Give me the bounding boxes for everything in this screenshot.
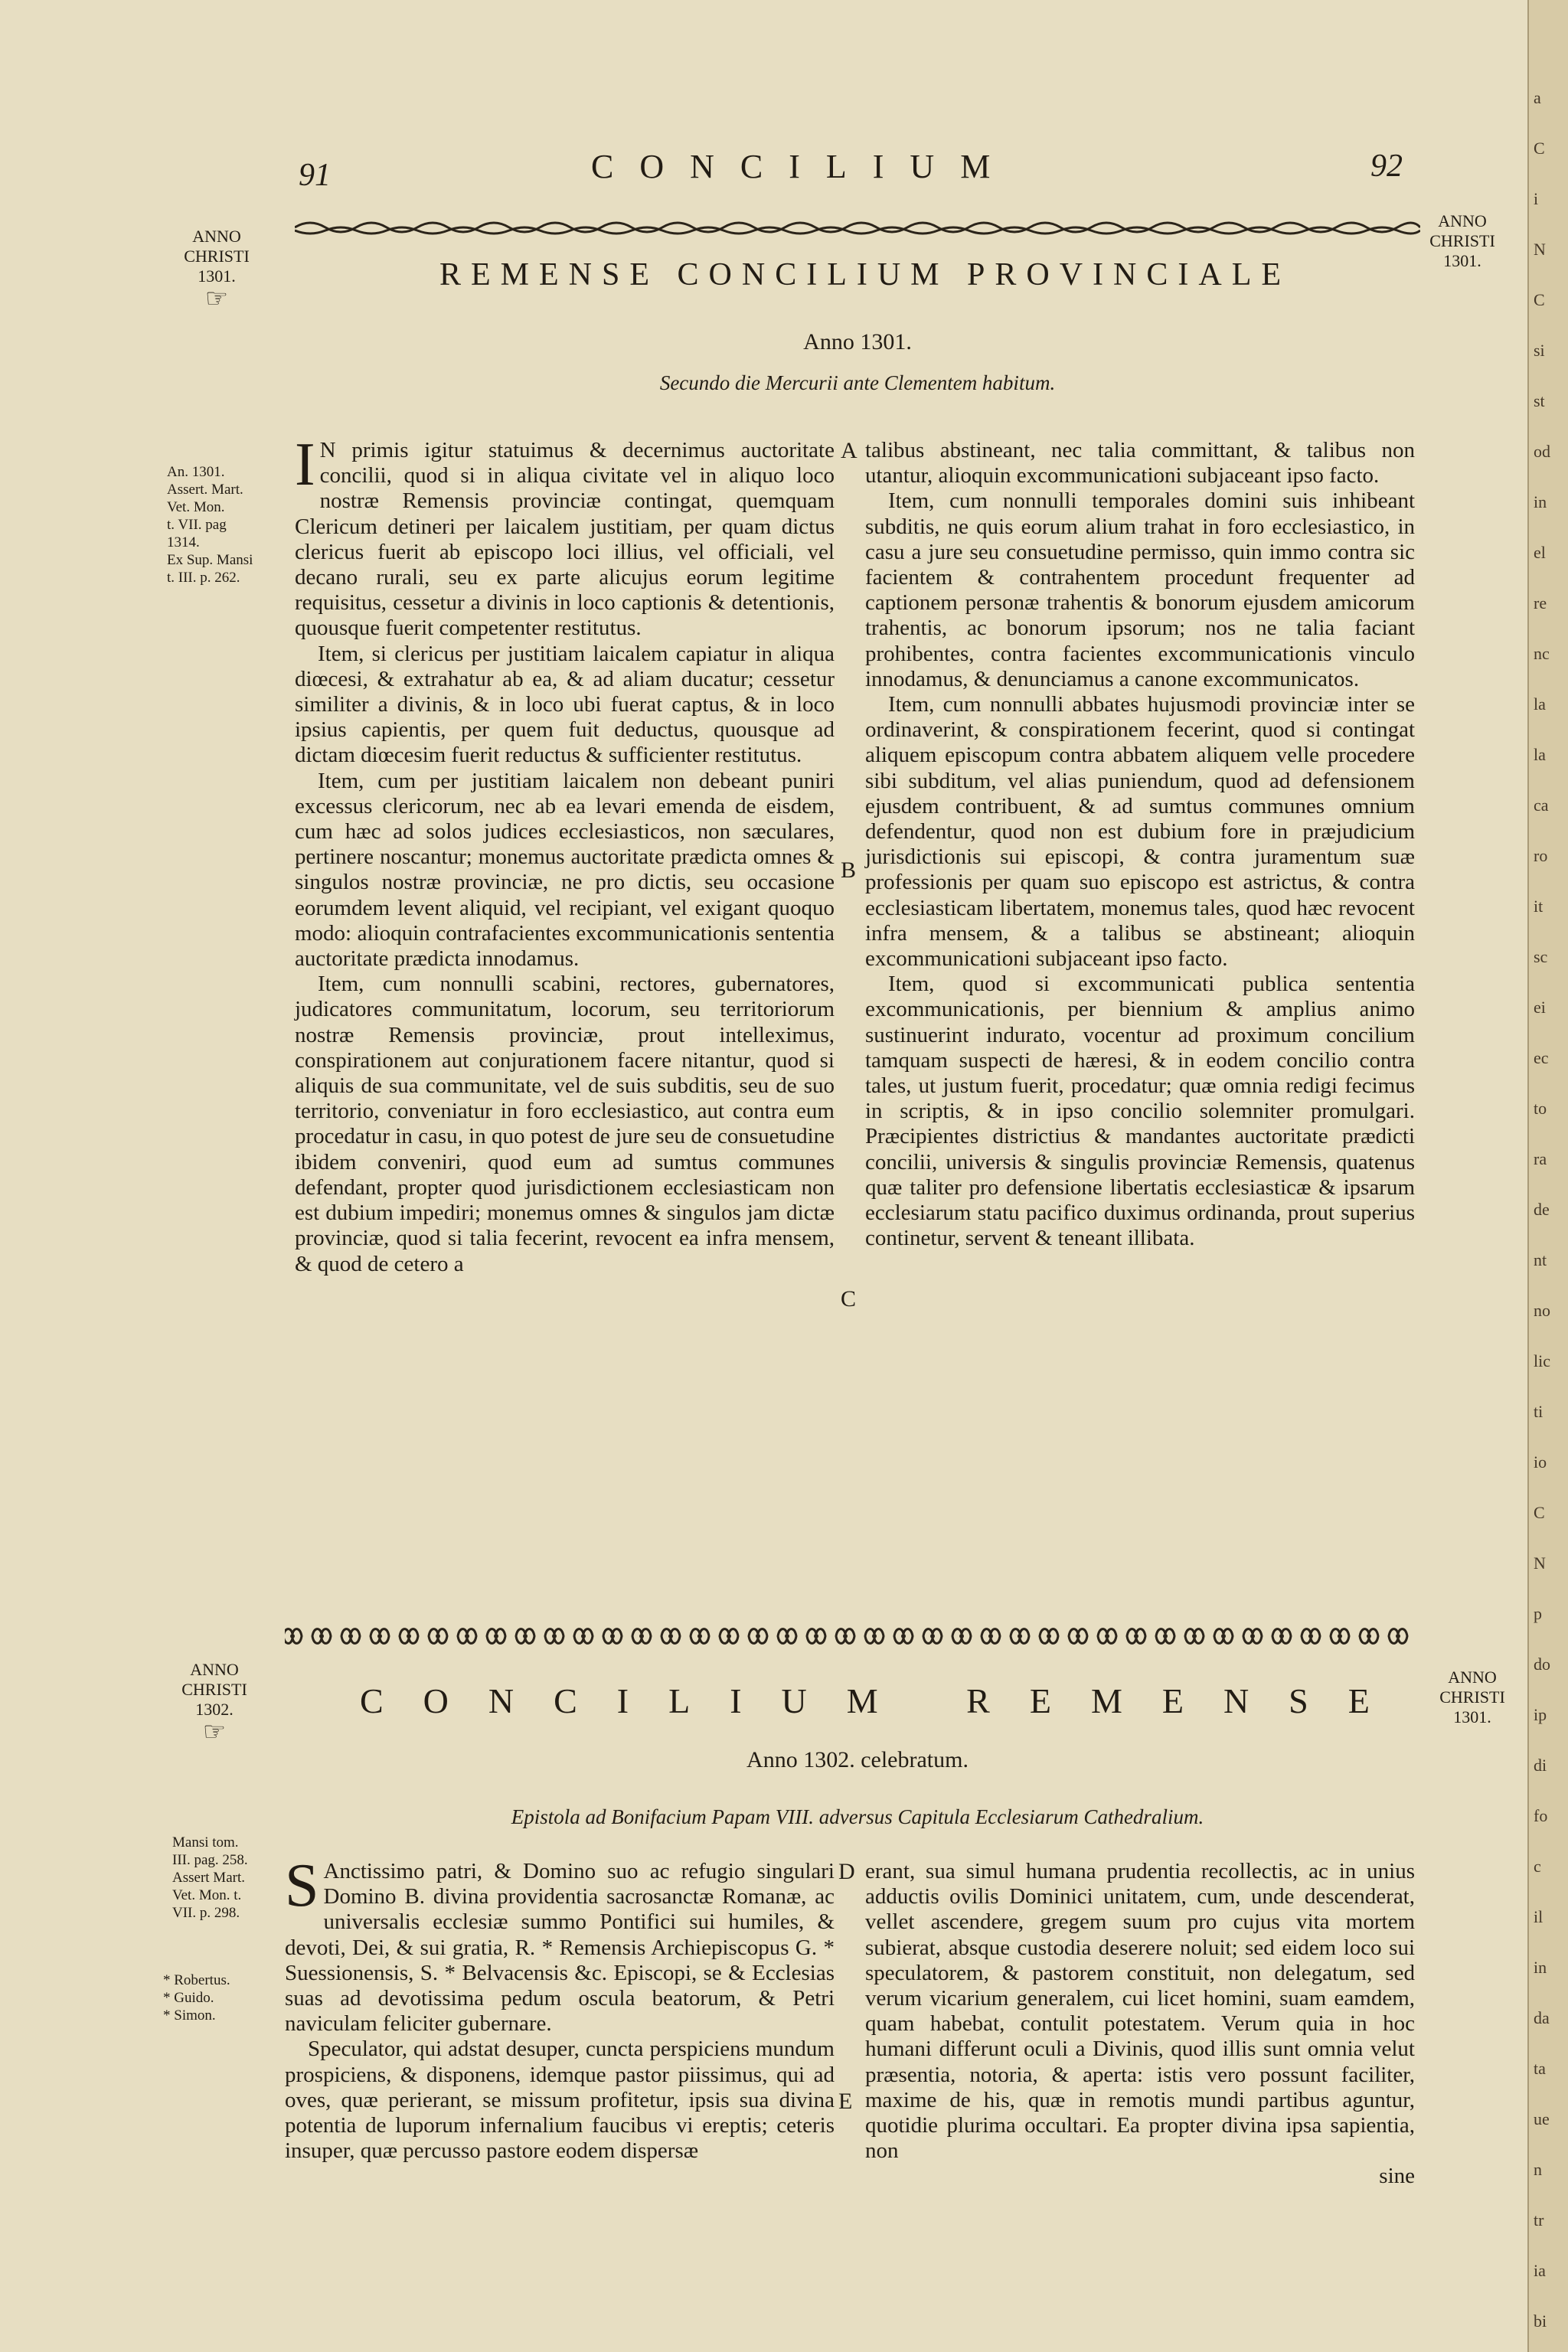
christi-word: CHRISTI xyxy=(1439,1687,1505,1707)
bleed-fragment: C xyxy=(1534,290,1545,309)
bleed-fragment: i xyxy=(1534,189,1539,208)
fleuron-ornament xyxy=(1272,1629,1291,1644)
margin-line: Ex Sup. Mansi xyxy=(167,552,253,568)
section2-left-column xyxy=(285,1852,835,2164)
anno-word: ANNO xyxy=(190,1660,239,1679)
fleuron-ornament xyxy=(574,1629,593,1644)
paragraph: Item, cum nonnulli abbates hujusmodi provinciæ inter se ordinaverint, & conspirationem fecerint, quod si contingat aliquem episcopum contra abbatem aliquem velle procedere sibi subditum, vel alias puniendum, quod ad defensionem ejusdem contribuent, & ad sumtus communes omnium defendentur, quod non est dubium fore in præjudicium jurisdictionis sui episcopi, & contra juramentum suæ professionis per quam suo episcopo est astrictus, & contra ecclesiasticam libertatem, monemus tales, quod hæc revocent infra mensem, & a talibus se abstineant; alioquin excommunicationi subjaceant ipso facto. xyxy=(865,692,1415,972)
anno-word: ANNO xyxy=(1438,211,1487,230)
fleuron-ornament xyxy=(1127,1629,1145,1644)
fleuron-ornament xyxy=(458,1629,476,1644)
fleuron-ornament xyxy=(865,1629,884,1644)
fleuron-ornament xyxy=(1214,1629,1233,1644)
fleuron-ornament xyxy=(603,1629,622,1644)
section1-year: Anno 1301. xyxy=(803,329,912,354)
page-number-right: 92 xyxy=(1370,149,1403,184)
anno-word: ANNO xyxy=(1448,1668,1497,1687)
bleed-fragment: la xyxy=(1534,694,1546,714)
adjacent-page-edge xyxy=(1527,0,1568,2352)
bleed-fragment: no xyxy=(1534,1301,1550,1320)
bleed-fragment: C xyxy=(1534,1503,1545,1522)
paragraph: Item, si clericus per justitiam laicalem capiatur in aliqua diœcesi, & extrahatur ab ea, & ad aliam ducatur; cessetur similiter a divinis, & in loco ubi fuerat captus, & in loco ipsius capientis, per quem fuit deductus, quousque ad dictam diœcesim fuerit reductus & sufficienter restitutus. xyxy=(295,641,835,768)
margin-line: 1314. xyxy=(167,534,200,550)
bleed-fragment: di xyxy=(1534,1756,1547,1775)
fleuron-ornament xyxy=(516,1629,534,1644)
bleed-fragment: re xyxy=(1534,593,1547,612)
bleed-fragment: el xyxy=(1534,543,1546,562)
margin-name: * Guido. xyxy=(163,1990,214,2006)
fleuron-ornament xyxy=(749,1629,767,1644)
bleed-fragment: ip xyxy=(1534,1705,1547,1724)
fleuron-ornament xyxy=(982,1629,1000,1644)
bleed-fragment: ei xyxy=(1534,998,1546,1017)
paragraph: erant, sua simul humana prudentia recollectis, ac in unius adductis ovilis Dominici unitatem, cum, unde descenderat, vellet ascendere, gregem suum pro cujus vita mortem subierat, absque custodia deserere noluit; sed eidem loco sui speculatorem, & pastorem constituit, non delegatum, sed verum vicarium generalem, cui licet homini, suam eamdem, quam habebat, contulit potestatem. Verum quia in hoc humani differunt oculi a Divinis, quod illis sunt omnia velut præsentia, notoria, & aperta: istis vero possunt faciliter, maxime de his, quæ in remotis mundi partibus aguntur, quotidie plurima occultari. Ea propter divina ipsa sapientia, non xyxy=(865,1859,1415,2164)
fleuron-ornament xyxy=(778,1629,796,1644)
bleed-fragment: fo xyxy=(1534,1806,1548,1825)
anno-year: 1301. xyxy=(198,266,236,286)
fleuron-ornament xyxy=(312,1629,331,1644)
bleed-fragment: ec xyxy=(1534,1048,1549,1067)
section1-margin-note xyxy=(167,463,289,586)
fleuron-ornament xyxy=(545,1629,564,1644)
bleed-fragment: C xyxy=(1534,139,1545,158)
christi-word: CHRISTI xyxy=(1429,231,1495,250)
margin-name: * Simon. xyxy=(163,2007,216,2024)
section1-title: REMENSE CONCILIUM PROVINCIALE xyxy=(439,257,1291,292)
fleuron-ornament xyxy=(894,1629,913,1644)
fleuron-ornament xyxy=(400,1629,418,1644)
bleed-fragment: il xyxy=(1534,1907,1544,1926)
fleuron-ornament xyxy=(1331,1629,1349,1644)
bleed-fragment: ro xyxy=(1534,846,1548,865)
dropcap-letter: S xyxy=(285,1852,319,1919)
bleed-fragment: it xyxy=(1534,897,1544,916)
catchword: sine xyxy=(1379,2164,1415,2189)
bleed-fragment: de xyxy=(1534,1200,1550,1219)
margin-line: An. 1301. xyxy=(167,464,225,480)
bleed-fragment: ti xyxy=(1534,1402,1544,1421)
paragraph: Item, cum per justitiam laicalem non debeant puniri excessus clericorum, nec ab ea levari emenda de eisdem, cum hæc ad solos judices ecclesiasticos, non sæculares, pertinere noscantur; monemus auctoritate prædicta omnes & singulos nostræ provinciæ, ne pro dictis, seu occasione eorumdem levent aliquid, vel recipiant, vel exigant quoquo modo: alioquin contrafacientes excommunicationis sententia auctoritate prædicta innodamus. xyxy=(295,768,835,972)
margin-line: VII. p. 298. xyxy=(172,1905,240,1921)
bleed-fragment: lic xyxy=(1534,1351,1550,1370)
fleuron-ornament xyxy=(720,1629,738,1644)
fleuron-ornament xyxy=(662,1629,680,1644)
section2-margin-note xyxy=(172,1834,291,1922)
fleuron-ornament xyxy=(1098,1629,1116,1644)
bleed-fragment: p xyxy=(1534,1604,1542,1623)
fleuron-ornament xyxy=(807,1629,825,1644)
bleed-fragment: da xyxy=(1534,2008,1550,2027)
fleuron-ornament xyxy=(1185,1629,1204,1644)
anno-christi-left-2 xyxy=(172,1660,256,1746)
bleed-fragment: ue xyxy=(1534,2109,1550,2128)
section-marker-c: C xyxy=(841,1286,857,1312)
margin-line: Mansi tom. xyxy=(172,1834,239,1851)
fleuron-ornament xyxy=(1389,1629,1407,1644)
pointing-hand-icon: ☞ xyxy=(204,285,229,313)
paragraph: N primis igitur statuimus & decernimus auctoritate concilii, quod si in aliqua civitate vel in aliquo loco nostræ Remensis provinciæ contingat, quemquam Clericum detineri per laicalem justitiam, per quam dictus clericus fuerit ab episcopo loci illius, vel officiali, vel decano rurali, seu ex parte alicujus eorum legitime requisitus, cessetur a divinis in loco captionis & detentionis, quousque fuerit competenter restitutus. xyxy=(295,438,835,641)
section-marker-a: A xyxy=(841,438,858,463)
bleed-fragment: in xyxy=(1534,492,1547,511)
ornamental-rule-middle xyxy=(285,1625,1418,1648)
fleuron-ornament xyxy=(341,1629,360,1644)
anno-christi-right-2 xyxy=(1430,1668,1514,1727)
section2-year: Anno 1302. celebratum. xyxy=(746,1747,969,1772)
bleed-fragment: ca xyxy=(1534,795,1549,815)
fleuron-ornament xyxy=(836,1629,854,1644)
margin-line: t. III. p. 262. xyxy=(167,570,240,586)
fleuron-ornament xyxy=(952,1629,971,1644)
anno-christi-left-1 xyxy=(175,227,259,312)
anno-word: ANNO xyxy=(192,227,241,246)
bleed-fragment: ra xyxy=(1534,1149,1547,1168)
section1-left-column xyxy=(295,431,835,1277)
bleed-fragment: la xyxy=(1534,745,1546,764)
section2-subtitle: Epistola ad Bonifacium Papam VIII. adversus Capitula Ecclesiarum Cathedralium. xyxy=(511,1805,1204,1828)
bleed-fragment: nt xyxy=(1534,1250,1547,1269)
fleuron-ornament xyxy=(1360,1629,1378,1644)
bleed-fragment: io xyxy=(1534,1452,1547,1472)
margin-name: * Robertus. xyxy=(163,1972,230,1988)
bleed-fragment: N xyxy=(1534,1553,1546,1573)
fleuron-ornament xyxy=(487,1629,505,1644)
section1-right-column xyxy=(865,438,1415,1252)
margin-line: Assert. Mart. xyxy=(167,482,243,498)
fleuron-ornament xyxy=(923,1629,942,1644)
bleed-fragment: nc xyxy=(1534,644,1550,663)
margin-line: Vet. Mon. t. xyxy=(172,1887,242,1903)
bleed-fragment: bi xyxy=(1534,2311,1547,2331)
fleuron-ornament xyxy=(691,1629,709,1644)
fleuron-ornament xyxy=(1156,1629,1174,1644)
fleuron-ornament xyxy=(1069,1629,1087,1644)
bleed-fragment: ta xyxy=(1534,2059,1546,2078)
fleuron-ornament xyxy=(632,1629,651,1644)
running-title: CONCILIUM xyxy=(591,148,1017,185)
fleuron-ornament xyxy=(371,1629,389,1644)
bleed-fragment: sc xyxy=(1534,947,1548,966)
bleed-fragment: st xyxy=(1534,391,1545,410)
fleuron-ornament xyxy=(1302,1629,1320,1644)
christi-word: CHRISTI xyxy=(181,1680,247,1699)
section1-subtitle: Secundo die Mercurii ante Clementem habitum. xyxy=(659,371,1056,394)
bleed-fragment: ia xyxy=(1534,2261,1546,2280)
bleed-fragment: n xyxy=(1534,2160,1542,2179)
paragraph: Item, cum nonnulli scabini, rectores, gubernatores, judicatores communitatum, locorum, seu territoriorum nostræ Remensis provinciæ, prout intelleximus, conspirationem aut conjurationem facere nitantur, quod si aliquis de sua communitate, vel de suis subditis, seu de suo territorio, conveniatur in foro ecclesiastico, aut contra eum procedatur in casu, in quo potest de jure seu de consuetudine ibidem conveniri, quod eum ad sumtus communes defendant, propter quod jurisdictionem ecclesiasticam non est dubium impediri; monemus omnes & singulos jam dictæ provinciæ, quod si talia fecerint, revocent ea infra mensem, & quod de cetero a xyxy=(295,972,835,1276)
fleuron-ornament xyxy=(1243,1629,1262,1644)
page-number-left: 91 xyxy=(299,158,331,193)
paragraph: Speculator, qui adstat desuper, cuncta perspiciens mundum prospiciens, & disponens, idemque pastor piissimus, qui ad oves, quæ perierant, se missum profitetur, ipsis sua divina potentia de luporum infernalium faucibus vi ereptis; ceteris insuper, quæ percusso pastore eodem dispersæ xyxy=(285,2037,835,2164)
fleuron-ornament xyxy=(285,1629,302,1644)
fleuron-ornament xyxy=(429,1629,447,1644)
anno-christi-right-1 xyxy=(1420,211,1504,271)
section-marker-d: D xyxy=(838,1859,855,1884)
fleuron-ornament xyxy=(1040,1629,1058,1644)
section-marker-e: E xyxy=(838,2089,853,2114)
dropcap-letter: I xyxy=(295,431,315,498)
section-marker-b: B xyxy=(841,858,857,883)
bleed-fragment: a xyxy=(1534,88,1541,107)
paragraph: Anctissimo patri, & Domino suo ac refugio singulari Domino B. divina providentia sacrosanctæ Romanæ, ac universalis ecclesiæ summo Pontifici sui humiles, & devoti, Dei, & sui gratia, R. * Remensis Archiepiscopus G. * Suessionensis, S. * Belvacensis &c. Episcopi, se & Ecclesias suas ad devotissima pedum oscula beatorum, & Petri naviculam feliciter gubernare. xyxy=(285,1859,835,2037)
bleed-fragment: do xyxy=(1534,1655,1550,1674)
section2-right-column xyxy=(865,1859,1415,2190)
bleed-fragment: in xyxy=(1534,1958,1547,1977)
margin-line: Assert Mart. xyxy=(172,1870,245,1886)
christi-word: CHRISTI xyxy=(184,247,250,266)
pointing-hand-icon: ☞ xyxy=(202,1718,227,1746)
margin-line: t. VII. pag xyxy=(167,517,227,533)
paragraph: Item, quod si excommunicati publica sententia excommunicationis, per biennium & amplius animo sustinuerint indurato, vocentur ad proximum concilium tamquam suspecti de hæresi, & in eodem concilio contra tales, ut justum fuerit, procedatur; quæ omnia redigi fecimus in scriptis, & in ipso concilio solemniter promulgari. Præcipientes districtius & mandantes auctoritate prædicti concilii, universis & singulis provinciæ Remensis, quatenus quæ taliter pro defensione libertatis ecclesiasticæ & ipsarum ecclesiarum statu pacifico duximus ordinanda, prout superius continetur, servent & teneant illibata. xyxy=(865,972,1415,1251)
section2-margin-names xyxy=(163,1971,286,2024)
bleed-fragment: od xyxy=(1534,442,1550,461)
section2-title: CONCILIUM REMENSE xyxy=(360,1681,1410,1720)
anno-year: 1301. xyxy=(1443,251,1481,270)
fleuron-ornament xyxy=(1011,1629,1029,1644)
margin-line: III. pag. 258. xyxy=(172,1852,248,1868)
bleed-fragment: si xyxy=(1534,341,1545,360)
anno-year: 1302. xyxy=(195,1700,234,1719)
anno-year: 1301. xyxy=(1453,1707,1491,1726)
bleed-fragment: to xyxy=(1534,1099,1547,1118)
bleed-fragment: N xyxy=(1534,240,1546,259)
paragraph: Item, cum nonnulli temporales domini suis inhibeant subditis, ne quis eorum alium trahat in foro ecclesiastico, in casu a jure seu consuetudine permisso, quin immo contra sic facientem & contrahentem procedunt frequenter ad captionem personæ trahentis & bonorum ejusdem amicorum trahentis, ac bonorum ipsorum; nos ne talia faciant prohibentes, contra facientes excommunicationis vinculo innodamus, & denunciamus a canone excommunicatos. xyxy=(865,488,1415,691)
paragraph: talibus abstineant, nec talia committant, & talibus non utantur, alioquin excommunicationi subjaceant ipso facto. xyxy=(865,438,1415,488)
bleed-fragment: tr xyxy=(1534,2210,1544,2230)
bleed-fragment: c xyxy=(1534,1857,1541,1876)
margin-line: Vet. Mon. xyxy=(167,499,225,515)
ornamental-rule-top xyxy=(295,218,1420,237)
